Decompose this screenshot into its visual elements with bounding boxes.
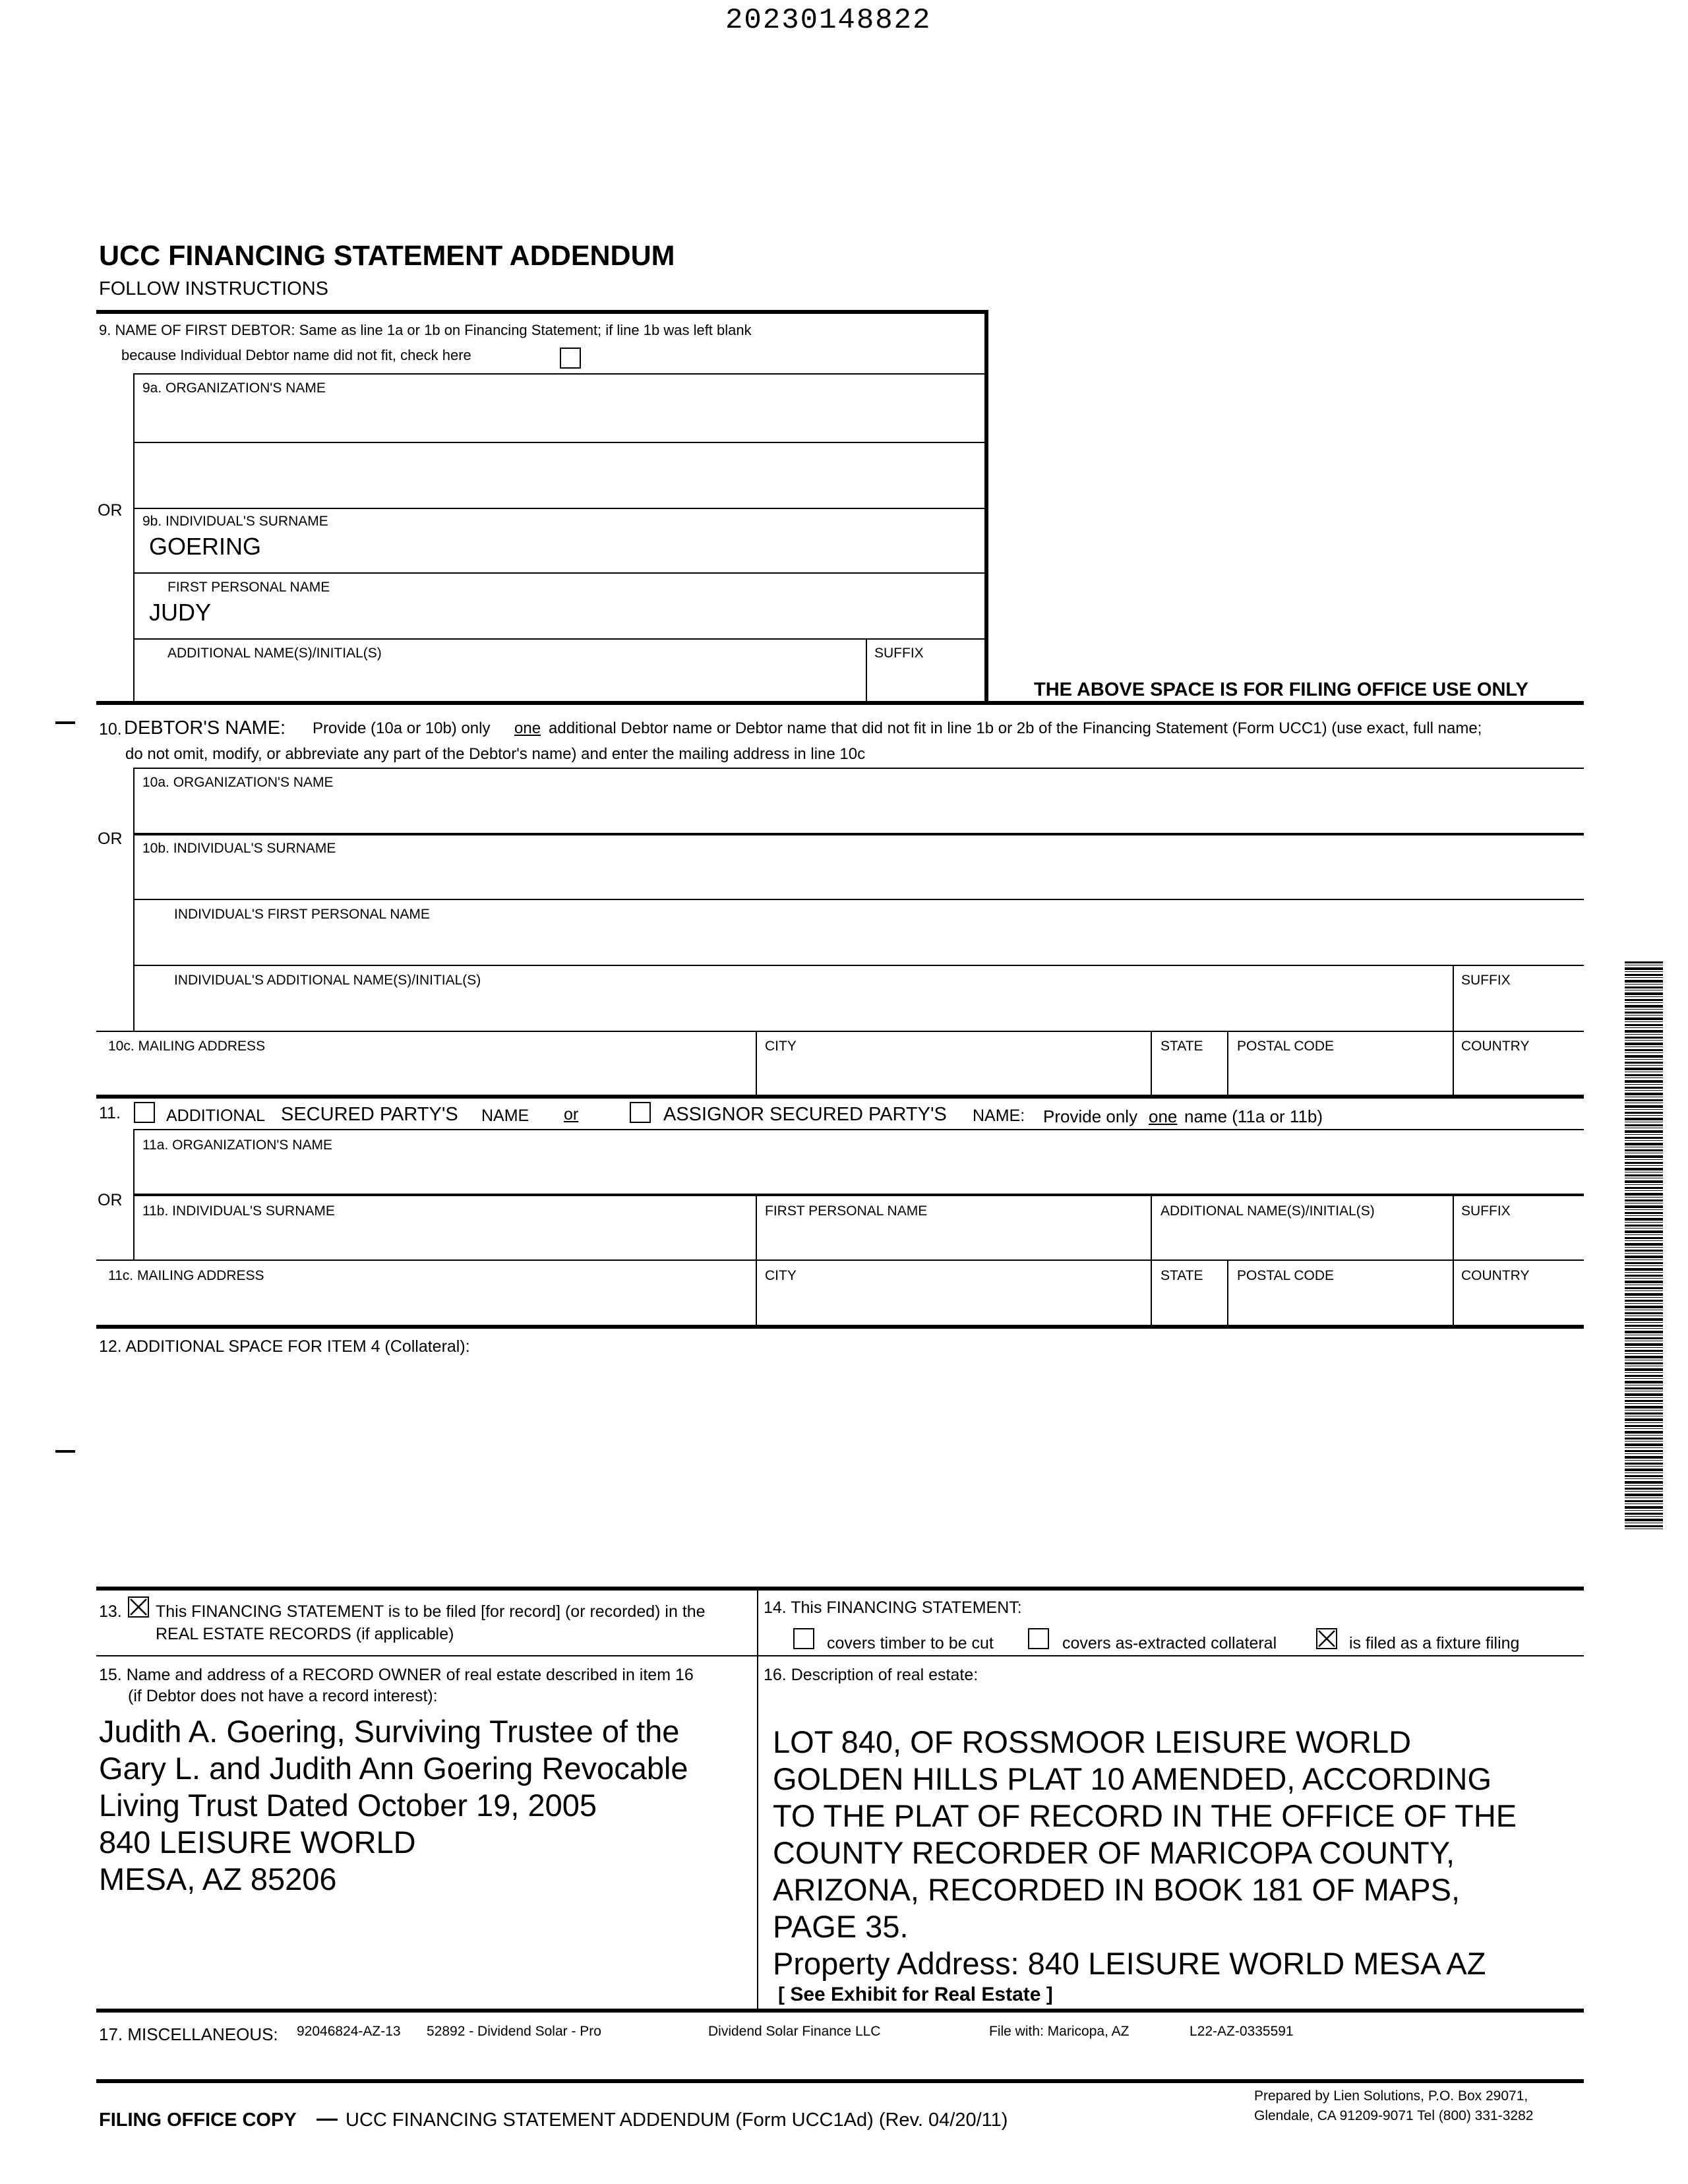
- item11-postal-divider: [1227, 1259, 1228, 1325]
- item17-file-with: File with: Maricopa, AZ: [989, 2024, 1130, 2039]
- item11-additional-divider: [1151, 1195, 1152, 1261]
- item11-divider-3: [96, 1259, 1584, 1261]
- item9b-label: 9b. INDIVIDUAL'S SURNAME: [142, 514, 328, 529]
- item9-first-name-label: FIRST PERSONAL NAME: [167, 580, 330, 595]
- item11-assignor-checkbox[interactable]: [630, 1102, 651, 1123]
- footer-top-border: [96, 2079, 1584, 2083]
- item14-fixture-label: is filed as a fixture filing: [1349, 1634, 1520, 1653]
- item9-first-name-value: JUDY: [149, 599, 212, 626]
- item10-country-divider: [1453, 1031, 1454, 1097]
- item9-right-border: [984, 310, 988, 703]
- item11-name-word2: NAME:: [973, 1107, 1025, 1125]
- item10-suffix-label: SUFFIX: [1461, 973, 1511, 988]
- item11-postal-label: POSTAL CODE: [1237, 1268, 1335, 1283]
- item11-suffix-label: SUFFIX: [1461, 1203, 1511, 1219]
- margin-tick-upper: [55, 721, 75, 724]
- item10-divider-5: [96, 1031, 1584, 1032]
- item9-suffix-divider: [866, 638, 867, 703]
- item15-label-line2: (if Debtor does not have a record interest):: [128, 1687, 438, 1705]
- item10-first-name-label: INDIVIDUAL'S FIRST PERSONAL NAME: [174, 907, 430, 922]
- item9-checkbox[interactable]: [560, 348, 581, 369]
- item9b-surname-value: GOERING: [149, 533, 262, 560]
- footer-dash: —: [316, 2106, 338, 2130]
- follow-instructions: FOLLOW INSTRUCTIONS: [99, 278, 329, 299]
- item10-desc-a: Provide (10a or 10b) only: [313, 719, 491, 737]
- item15-label-line1: 15. Name and address of a RECORD OWNER of real estate described in item 16: [99, 1666, 694, 1684]
- footer-prepared-line1: Prepared by Lien Solutions, P.O. Box 29071,: [1254, 2088, 1528, 2104]
- item13-line2: REAL ESTATE RECORDS (if applicable): [156, 1625, 454, 1643]
- item17-party: Dividend Solar Finance LLC: [708, 2024, 881, 2039]
- item11-first-divider: [756, 1195, 757, 1261]
- item11b-label: 11b. INDIVIDUAL'S SURNAME: [142, 1203, 335, 1219]
- item16-desc-line-2: GOLDEN HILLS PLAT 10 AMENDED, ACCORDING: [773, 1761, 1492, 1796]
- item14-extracted-label: covers as-extracted collateral: [1062, 1634, 1277, 1653]
- item11-additional-checkbox[interactable]: [134, 1102, 155, 1123]
- item10-state-divider: [1151, 1031, 1152, 1097]
- item15-owner-line-1: Judith A. Goering, Surviving Trustee of the: [99, 1714, 680, 1749]
- item11-or-word: or: [564, 1105, 579, 1124]
- item15-top-border: [96, 1655, 1584, 1656]
- footer-prepared-line2: Glendale, CA 91209-9071 Tel (800) 331-3282: [1254, 2108, 1534, 2123]
- item13-check-mark: [129, 1598, 148, 1616]
- item15-owner-line-4: 840 LEISURE WORLD: [99, 1825, 416, 1860]
- item10b-label: 10b. INDIVIDUAL'S SURNAME: [142, 841, 336, 856]
- item9-suffix-label: SUFFIX: [874, 646, 924, 661]
- item12-label: 12. ADDITIONAL SPACE FOR ITEM 4 (Collateral):: [99, 1337, 470, 1356]
- item11-city-label: CITY: [765, 1268, 797, 1283]
- item16-exhibit-note: [ See Exhibit for Real Estate ]: [778, 1984, 1053, 2005]
- item9-or: OR: [98, 501, 123, 520]
- item16-desc-line-7: Property Address: 840 LEISURE WORLD MESA AZ: [773, 1946, 1486, 1981]
- form-title: UCC FINANCING STATEMENT ADDENDUM: [99, 240, 675, 272]
- item10-postal-divider: [1227, 1031, 1228, 1097]
- item9-divider-4: [135, 572, 985, 574]
- footer-copy-label: FILING OFFICE COPY: [99, 2109, 297, 2131]
- item11-country-label: COUNTRY: [1461, 1268, 1530, 1283]
- item9-top-border: [96, 310, 988, 314]
- item17-code: 52892 - Dividend Solar - Pro: [427, 2024, 601, 2039]
- item11-provide-b: name (11a or 11b): [1184, 1107, 1323, 1126]
- item13-line1: This FINANCING STATEMENT is to be filed [for record] (or recorded) in the: [156, 1602, 706, 1621]
- item11-divider-1: [135, 1129, 1584, 1130]
- document-number: 20230148822: [725, 4, 932, 37]
- item10c-label: 10c. MAILING ADDRESS: [108, 1039, 266, 1054]
- item11-assignor: ASSIGNOR SECURED PARTY'S: [663, 1104, 947, 1125]
- item14-timber-checkbox[interactable]: [793, 1628, 814, 1649]
- item9-label-line2: because Individual Debtor name did not fit, check here: [121, 347, 471, 363]
- item11-country-divider: [1453, 1259, 1454, 1325]
- item13-checkbox[interactable]: [128, 1596, 149, 1618]
- item14-check-mark: [1317, 1629, 1336, 1648]
- item10-number: 10.: [99, 720, 122, 739]
- item11-suffix-divider: [1453, 1195, 1454, 1261]
- item11-additional: ADDITIONAL: [166, 1107, 266, 1125]
- item10-divider-4: [135, 965, 1584, 966]
- item17-top-border: [96, 2009, 1584, 2013]
- item11-state-divider: [1151, 1259, 1152, 1325]
- item9-label-line1: 9. NAME OF FIRST DEBTOR: Same as line 1a or 1b on Financing Statement; if line 1b was left blank: [99, 322, 752, 338]
- item16-desc-line-3: TO THE PLAT OF RECORD IN THE OFFICE OF THE: [773, 1798, 1517, 1833]
- item9-additional-label: ADDITIONAL NAME(S)/INITIAL(S): [167, 646, 382, 661]
- item14-fixture-checkbox[interactable]: [1316, 1628, 1337, 1649]
- item10-state-label: STATE: [1160, 1039, 1203, 1054]
- item11-provide-one: one: [1149, 1107, 1178, 1126]
- item17-lien-number: L22-AZ-0335591: [1190, 2024, 1294, 2039]
- item9-divider-1: [135, 373, 985, 375]
- item14-extracted-checkbox[interactable]: [1028, 1628, 1049, 1649]
- filing-office-note: THE ABOVE SPACE IS FOR FILING OFFICE USE ONLY: [1034, 679, 1528, 700]
- item10a-label: 10a. ORGANIZATION'S NAME: [142, 775, 334, 790]
- item15-owner-line-3: Living Trust Dated October 19, 2005: [99, 1788, 597, 1823]
- item10-divider-1: [135, 768, 1584, 769]
- center-divider: [757, 1589, 758, 2009]
- item16-desc-line-5: ARIZONA, RECORDED IN BOOK 181 OF MAPS,: [773, 1872, 1461, 1907]
- item15-owner-line-5: MESA, AZ 85206: [99, 1862, 337, 1896]
- item14-timber-label: covers timber to be cut: [827, 1634, 994, 1653]
- item16-desc-line-4: COUNTY RECORDER OF MARICOPA COUNTY,: [773, 1835, 1455, 1870]
- barcode-image: [1625, 961, 1663, 1530]
- item10-city-divider: [756, 1031, 757, 1097]
- item11-additional-label: ADDITIONAL NAME(S)/INITIAL(S): [1160, 1203, 1375, 1219]
- item11-secured-party: SECURED PARTY'S: [281, 1104, 458, 1125]
- item10-desc-b: additional Debtor name or Debtor name that did not fit in line 1b or 2b of the Financing Statement (Form UCC1) (use exact, full name;: [549, 719, 1482, 737]
- item11-state-label: STATE: [1160, 1268, 1203, 1283]
- item13-top-border: [96, 1587, 1584, 1591]
- item9-left-border: [133, 373, 135, 703]
- item11-or: OR: [98, 1191, 123, 1209]
- margin-tick-lower: [55, 1450, 75, 1453]
- item9a-label: 9a. ORGANIZATION'S NAME: [142, 380, 326, 396]
- item11-divider-2: [135, 1194, 1584, 1196]
- item9-divider-5: [135, 638, 985, 640]
- footer-form-name: UCC FINANCING STATEMENT ADDENDUM (Form UCC1Ad) (Rev. 04/20/11): [346, 2109, 1008, 2131]
- item10-top-border: [96, 701, 1584, 705]
- item15-owner-line-2: Gary L. and Judith Ann Goering Revocable: [99, 1751, 688, 1786]
- item10-desc-one: one: [514, 719, 541, 737]
- item11-first-name-label: FIRST PERSONAL NAME: [765, 1203, 928, 1219]
- item13-number: 13.: [99, 1602, 122, 1621]
- item16-desc-line-1: LOT 840, OF ROSSMOOR LEISURE WORLD: [773, 1724, 1412, 1759]
- item10-suffix-divider: [1453, 965, 1454, 1031]
- item10-divider-3: [135, 899, 1584, 900]
- item17-label: 17. MISCELLANEOUS:: [99, 2024, 278, 2044]
- item11a-label: 11a. ORGANIZATION'S NAME: [142, 1138, 332, 1153]
- item10-country-label: COUNTRY: [1461, 1039, 1530, 1054]
- item11-name-word: NAME: [481, 1107, 529, 1125]
- item11-city-divider: [756, 1259, 757, 1325]
- item14-label: 14. This FINANCING STATEMENT:: [764, 1598, 1022, 1617]
- item11c-label: 11c. MAILING ADDRESS: [108, 1268, 264, 1283]
- item10-divider-2: [135, 833, 1584, 835]
- item10-title: DEBTOR'S NAME:: [124, 717, 286, 739]
- item10-desc-line2: do not omit, modify, or abbreviate any part of the Debtor's name) and enter the mailing address in line 10c: [125, 745, 866, 763]
- item17-ref: 92046824-AZ-13: [297, 2024, 401, 2039]
- item16-label: 16. Description of real estate:: [764, 1666, 979, 1684]
- item10-postal-label: POSTAL CODE: [1237, 1039, 1335, 1054]
- item9-divider-2: [135, 442, 985, 443]
- item11-provide-a: Provide only: [1043, 1107, 1138, 1126]
- item9-divider-3: [135, 508, 985, 509]
- item16-desc-line-6: PAGE 35.: [773, 1909, 909, 1944]
- item10-additional-label: INDIVIDUAL'S ADDITIONAL NAME(S)/INITIAL(S): [174, 973, 481, 988]
- item11-top-border: [96, 1095, 1584, 1099]
- item10-or: OR: [98, 830, 123, 848]
- item12-top-border: [96, 1325, 1584, 1329]
- item11-number: 11.: [99, 1104, 121, 1122]
- item10-city-label: CITY: [765, 1039, 797, 1054]
